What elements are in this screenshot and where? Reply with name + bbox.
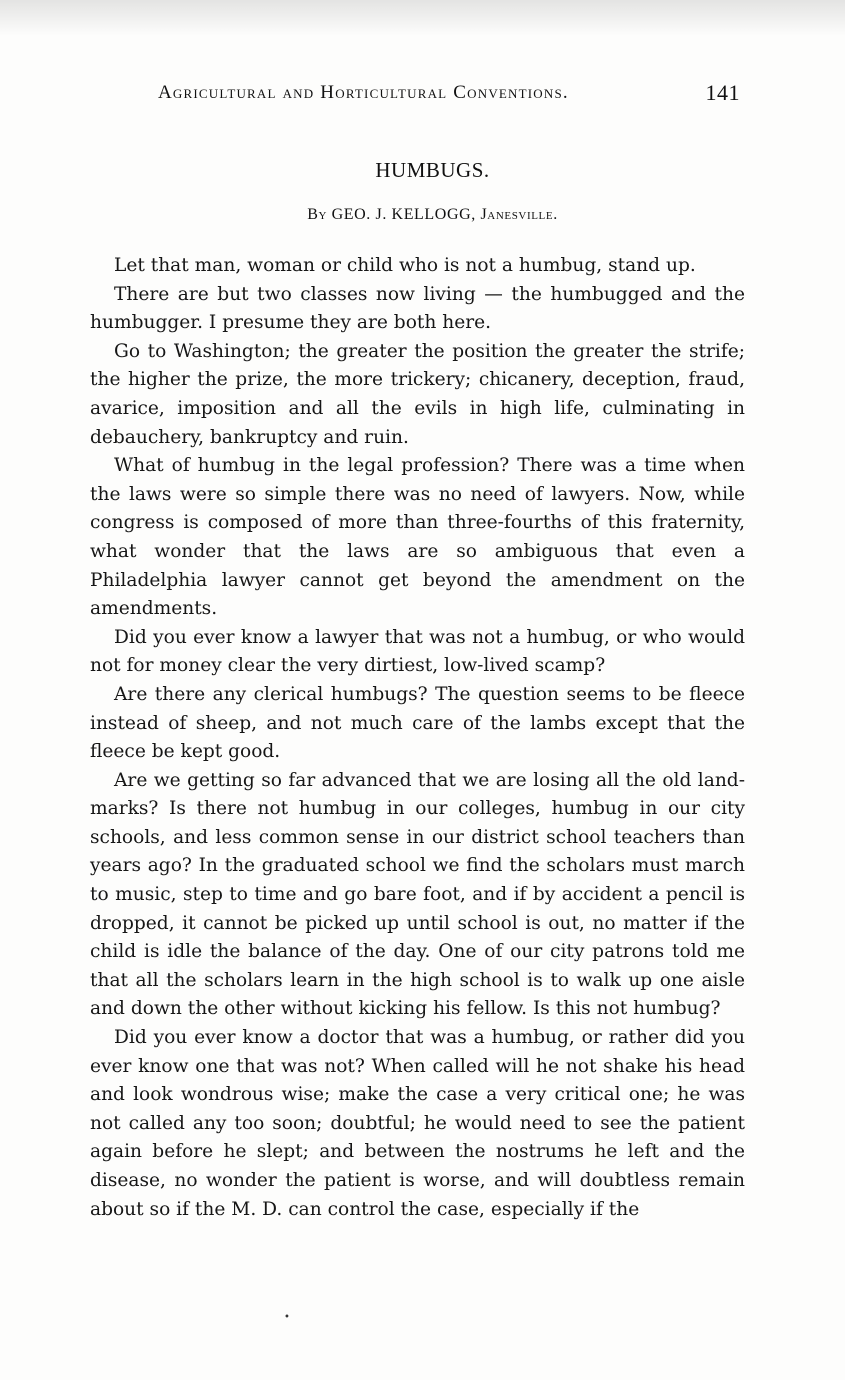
article-body [90, 252, 745, 1224]
paragraph: What of humbug in the legal profession? There was a time when the laws were so simple there was no need of lawyers. Now, while congress is composed of more than three-fourths of this fraternity, what wonder that the laws are so ambiguous that even a Philadelphia lawyer cannot get beyond the amendment on the amendments. [90, 455, 745, 620]
paragraph: Go to Washington; the greater the position the greater the strife; the higher the prize, the more trickery; chicanery, deception, fraud, avarice, imposition and all the evils in high life, culminating in debauchery, bankruptcy and ruin. [90, 340, 745, 448]
print-speck: • [284, 1312, 290, 1323]
byline-author: GEO. J. KELLOGG, [331, 206, 476, 223]
article-title: HUMBUGS. [375, 158, 490, 182]
paragraph: Let that man, woman or child who is not a humbug, stand up. [114, 255, 696, 276]
paragraph: Are we getting so far advanced that we are losing all the old land-marks? Is there not humbug in our colleges, humbug in our city schools, and less common sense in our district school teachers than years ago? In the graduated school we find the scholars must march to music, step to time and go bare foot, and if by accident a pencil is dropped, it cannot be picked up until school is out, no matter if the child is idle the balance of the day. One of our city patrons told me that all the scholars learn in the high school is to walk up one aisle and down the other without kicking his fellow. Is this not humbug? [90, 769, 745, 1020]
article-title-row [0, 158, 845, 183]
byline-place: Janesville. [480, 206, 558, 223]
byline-prefix: By [307, 206, 328, 223]
page-number: 141 [705, 80, 740, 105]
scan-edge-shadow [0, 0, 845, 36]
paragraph: Did you ever know a lawyer that was not a humbug, or who would not for money clear the very dirtiest, low-lived scamp? [90, 626, 745, 677]
byline [0, 206, 845, 224]
paragraph: Are there any clerical humbugs? The question seems to be fleece instead of sheep, and not much care of the lambs except that the fleece be kept good. [90, 683, 745, 763]
running-head-title: Agricultural and Horticultural Conventions. [158, 82, 569, 103]
paragraph: There are but two classes now living — the humbugged and the humbugger. I presume they are both here. [90, 283, 745, 334]
running-head [158, 80, 748, 110]
paragraph: Did you ever know a doctor that was a humbug, or rather did you ever know one that was not? When called will he not shake his head and look wondrous wise; make the case a very critical one; he was not called any too soon; doubtful; he would need to see the patient again before he slept; and between the nostrums he left and the disease, no wonder the patient is worse, and will doubtless remain about so if the M. D. can control the case, especially if the [90, 1027, 745, 1220]
